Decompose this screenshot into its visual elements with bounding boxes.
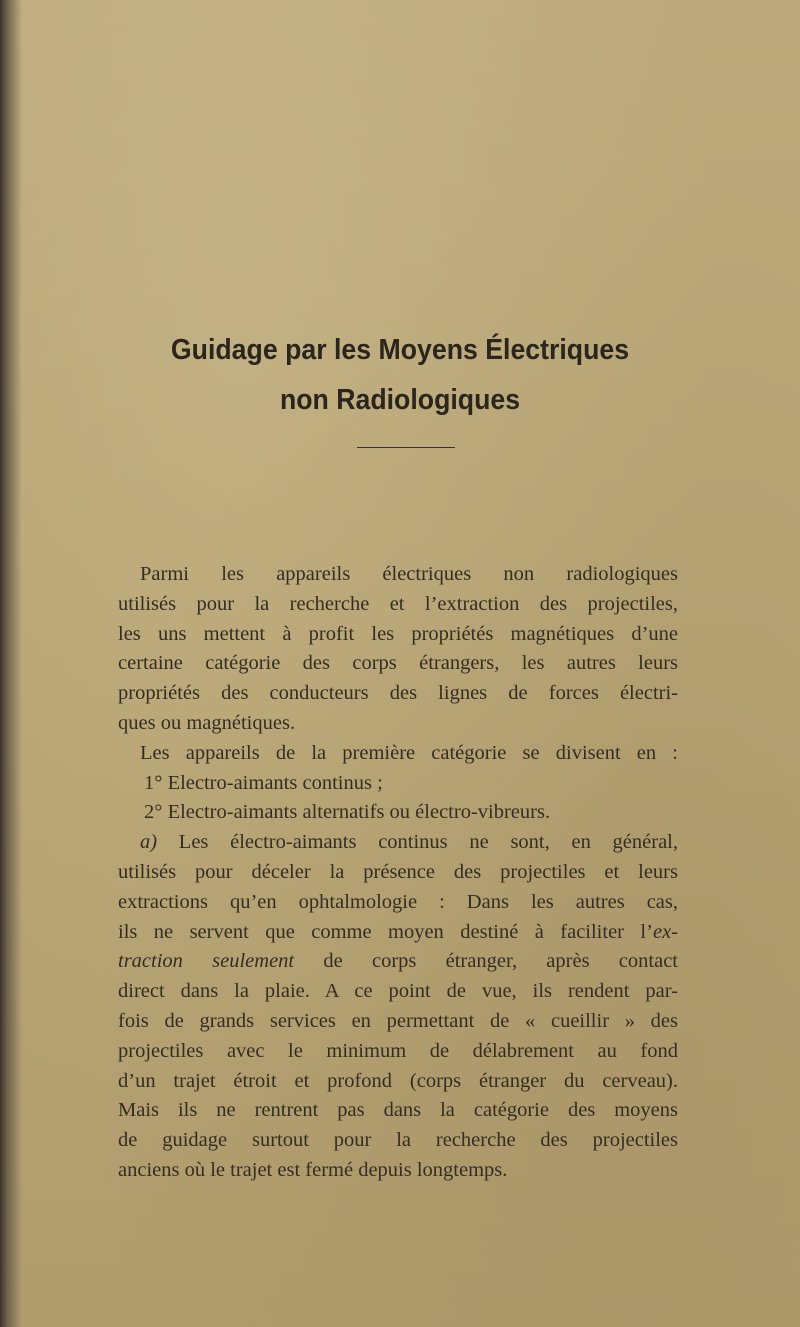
text-line: Parmi les appareils électriques non radiologiques [140, 563, 678, 585]
chapter-title-line-1: Guidage par les Moyens Électriques [170, 334, 630, 366]
text-line: anciens où le trajet est fermé depuis longtemps. [118, 1158, 508, 1181]
text-line: Les appareils de la première catégorie se divisent en : [140, 741, 678, 764]
text-line: les uns mettent à profit les propriétés magnétiques d’une [118, 622, 678, 645]
chapter-title [32, 325, 768, 425]
text-line: ques ou magnétiques. [118, 711, 296, 734]
chapter-title-line-2: non Radiologiques [279, 384, 521, 416]
text-line: fois de grands services en permettant de « cueillir » des [118, 1009, 678, 1032]
text-line: certaine catégorie des corps étrangers, les autres leurs [118, 652, 678, 675]
text-line: Mais ils ne rentrent pas dans la catégorie des moyens [118, 1099, 678, 1122]
text-line: propriétés des conducteurs des lignes de forces électri- [118, 682, 678, 705]
text-line: traction seulement de corps étranger, après contact [118, 950, 678, 973]
text-line: de guidage surtout pour la recherche des projectiles [118, 1129, 678, 1152]
title-divider [357, 447, 455, 448]
text-line: 1° Electro-aimants continus ; [144, 771, 383, 794]
text-line: utilisés pour déceler la présence des projectiles et leurs [118, 860, 678, 883]
text-line: direct dans la plaie. A ce point de vue, ils rendent par- [118, 980, 678, 1003]
text-line: ils ne servent que comme moyen destiné à faciliter l’ex- [118, 920, 678, 943]
text-line: 2° Electro-aimants alternatifs ou électro-vibreurs. [144, 801, 551, 824]
text-line: utilisés pour la recherche et l’extraction des projectiles, [118, 592, 678, 615]
text-line: extractions qu’en ophtalmologie : Dans les autres cas, [118, 890, 678, 913]
text-line: a) Les électro-aimants continus ne sont, en général, [140, 831, 678, 854]
body-paragraphs [118, 560, 678, 1186]
text-line: d’un trajet étroit et profond (corps étranger du cerveau). [118, 1069, 678, 1092]
binding-shadow [0, 0, 22, 1327]
text-line: projectiles avec le minimum de délabrement au fond [118, 1039, 678, 1062]
